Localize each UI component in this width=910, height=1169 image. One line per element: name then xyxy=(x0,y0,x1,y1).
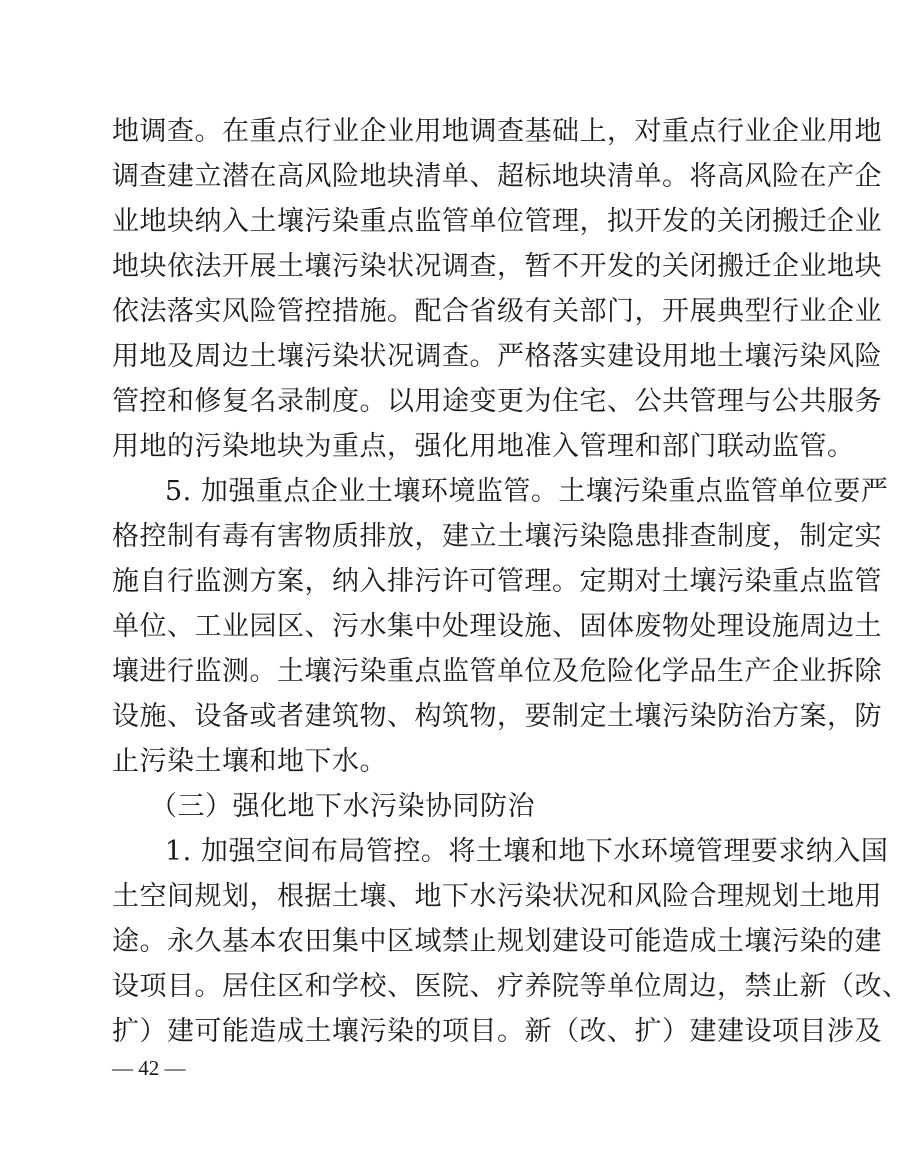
text-line: 地调查。在重点行业企业用地调查基础上，对重点行业企业用地 xyxy=(112,116,882,147)
text-line: 格控制有毒有害物质排放，建立土壤污染隐患排查制度，制定实 xyxy=(112,521,882,552)
text-line: 止污染土壤和地下水。 xyxy=(112,746,387,777)
text-line: 用地及周边土壤污染状况调查。严格落实建设用地土壤污染风险 xyxy=(112,341,882,372)
text-line: 壤进行监测。土壤污染重点监管单位及危险化学品生产企业拆除 xyxy=(112,656,882,687)
text-line: 管控和修复名录制度。以用途变更为住宅、公共管理与公共服务 xyxy=(112,386,882,417)
paragraph-start-line: 1. 加强空间布局管控。将土壤和地下水环境管理要求纳入国 xyxy=(165,836,889,867)
text-line: 用地的污染地块为重点，强化用地准入管理和部门联动监管。 xyxy=(112,431,855,462)
text-line: 地块依法开展土壤污染状况调查，暂不开发的关闭搬迁企业地块 xyxy=(112,251,882,282)
text-line: 施自行监测方案，纳入排污许可管理。定期对土壤污染重点监管 xyxy=(112,566,882,597)
section-heading: （三）强化地下水污染协同防治 xyxy=(150,791,535,822)
text-line: 土空间规划，根据土壤、地下水污染状况和风险合理规划土地用 xyxy=(112,881,882,912)
text-line: 依法落实风险管控措施。配合省级有关部门，开展典型行业企业 xyxy=(112,296,882,327)
text-line: 途。永久基本农田集中区域禁止规划建设可能造成土壤污染的建 xyxy=(112,926,882,957)
paragraph-start-line: 5. 加强重点企业土壤环境监管。土壤污染重点监管单位要严 xyxy=(165,476,889,507)
text-line: 单位、工业园区、污水集中处理设施、固体废物处理设施周边土 xyxy=(112,611,882,642)
text-line: 扩）建可能造成土壤污染的项目。新（改、扩）建建设项目涉及 xyxy=(112,1016,882,1047)
text-line: 调查建立潜在高风险地块清单、超标地块清单。将高风险在产企 xyxy=(112,161,882,192)
text-line: 设施、设备或者建筑物、构筑物，要制定土壤污染防治方案，防 xyxy=(112,701,882,732)
text-line: 业地块纳入土壤污染重点监管单位管理，拟开发的关闭搬迁企业 xyxy=(112,206,882,237)
page-number: — 42 — xyxy=(112,1056,186,1080)
text-line: 设项目。居住区和学校、医院、疗养院等单位周边，禁止新（改、 xyxy=(112,971,910,1002)
